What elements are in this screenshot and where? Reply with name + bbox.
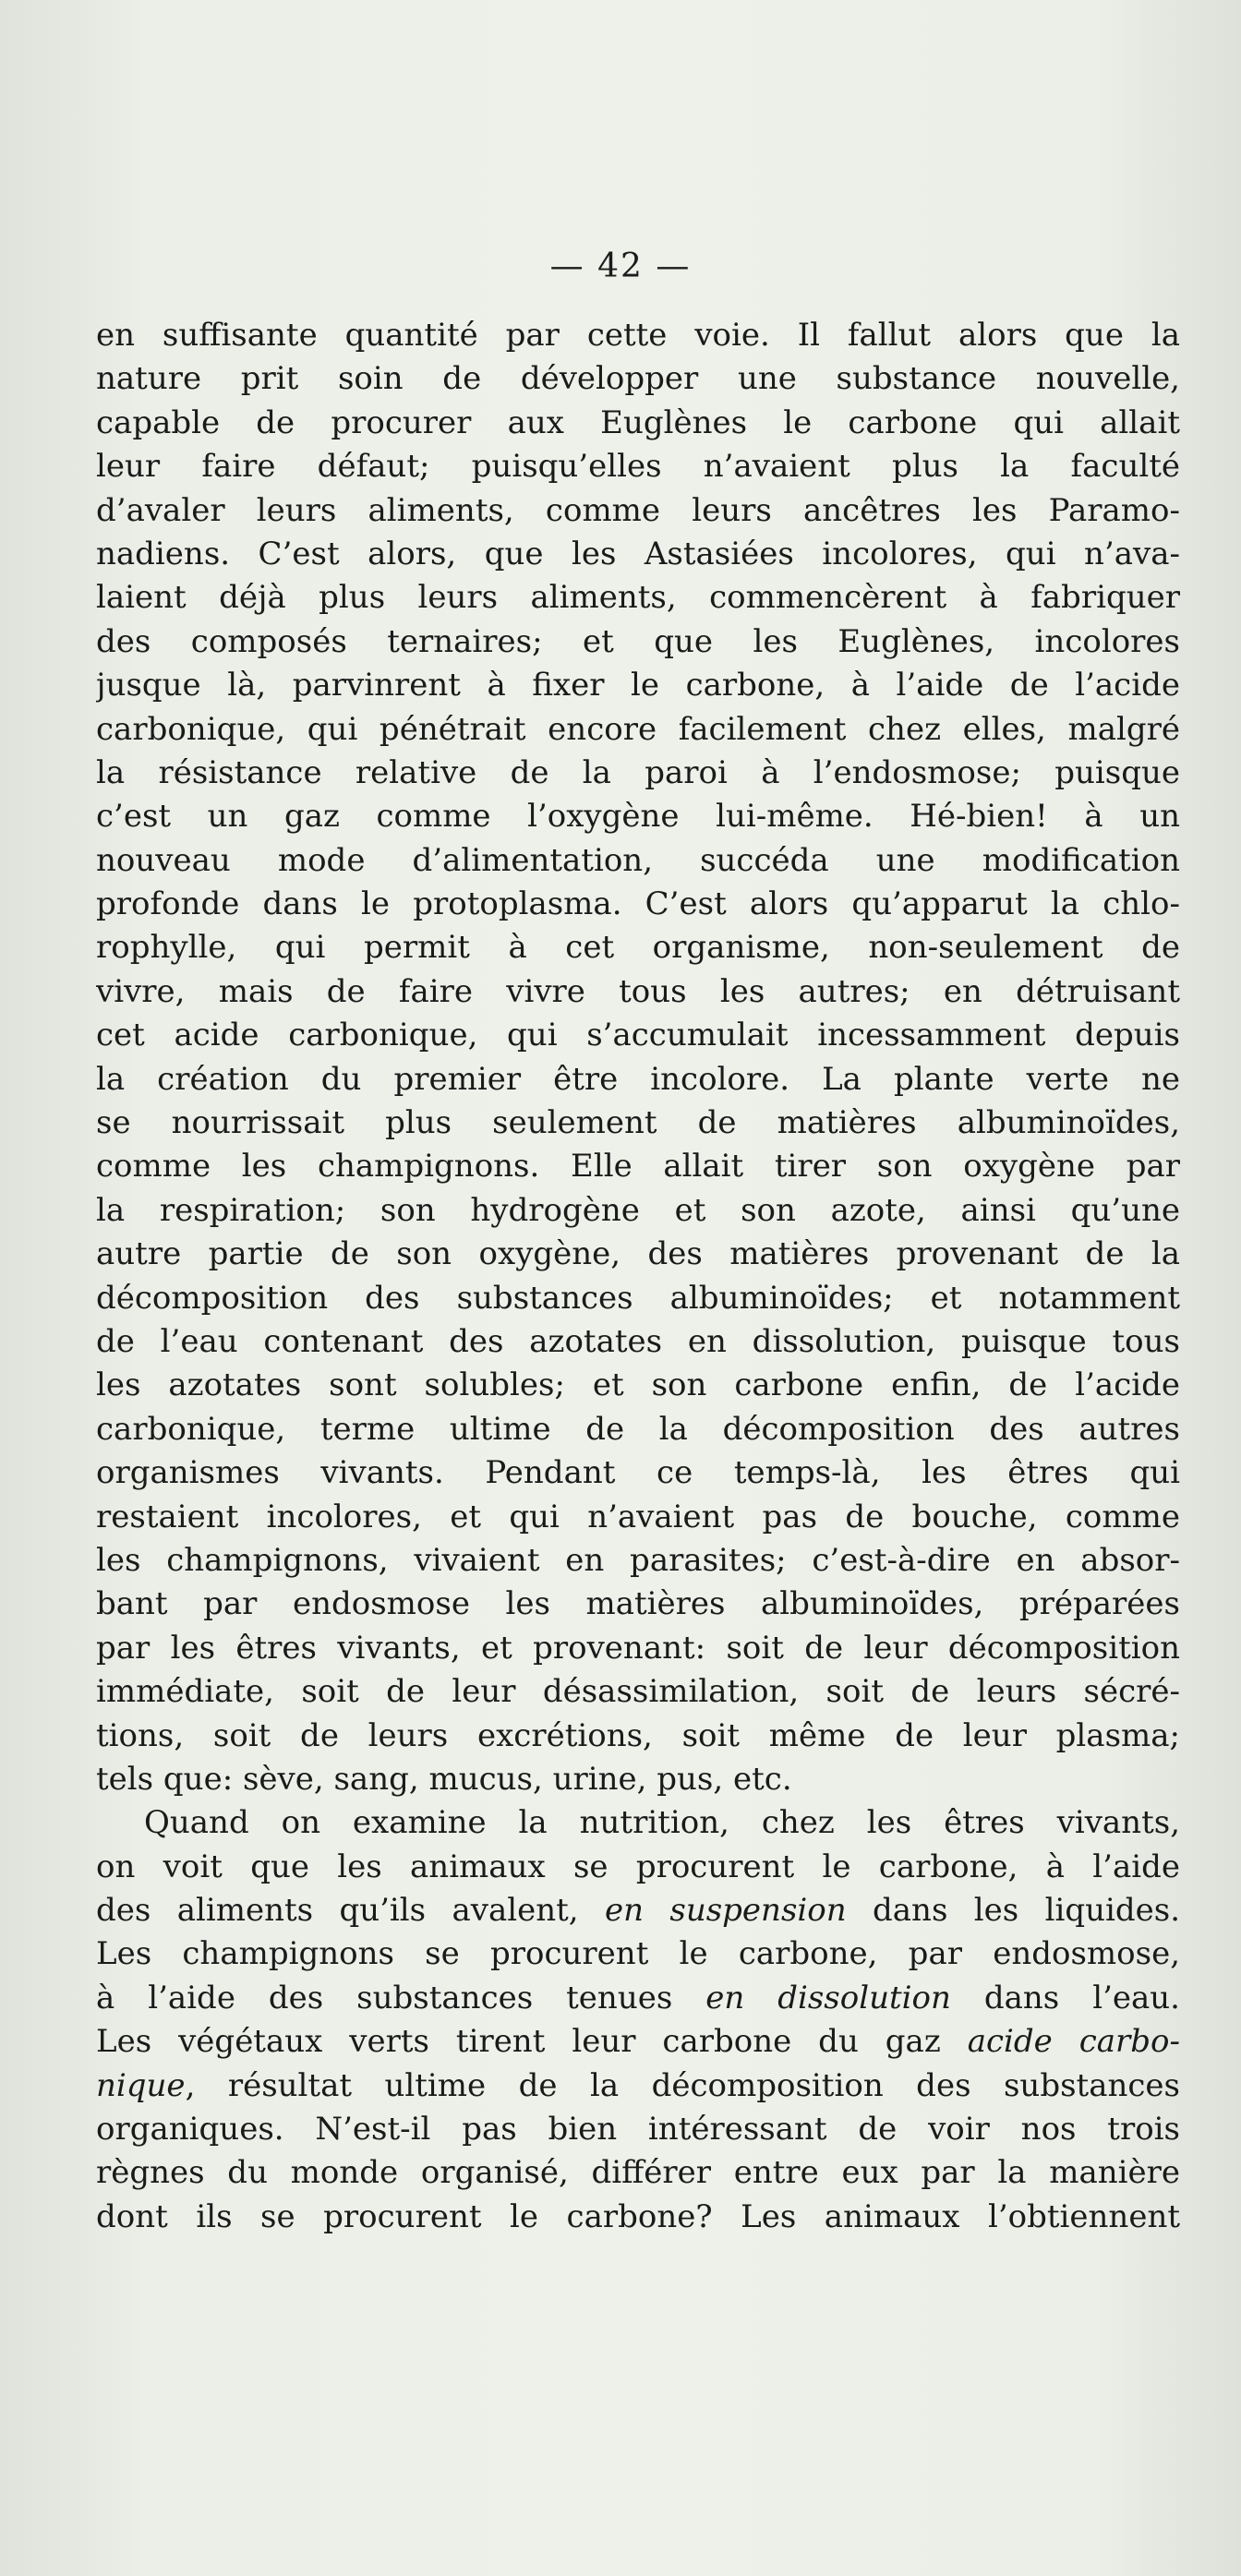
body-text	[96, 314, 1180, 2239]
text-segment: dans l’eau.	[950, 1979, 1180, 2016]
text-line: tels que: sève, sang, mucus, urine, pus, etc.	[96, 1760, 792, 1798]
text-line: de l’eau contenant des azotates en dissolution, puisque tous	[96, 1322, 1180, 1360]
text-segment: Les végétaux verts tirent leur carbone du gaz	[96, 2023, 968, 2061]
text-line	[96, 2108, 1180, 2151]
text-line: la résistance relative de la paroi à l’endosmose; puisque	[96, 753, 1180, 791]
text-line: nadiens. C’est alors, que les Astasiées incolores, qui n’ava-	[96, 535, 1180, 572]
text-line	[96, 1932, 1180, 1976]
text-line: leur faire défaut; puisqu’elles n’avaient plus la faculté	[96, 448, 1180, 486]
italic-text: nique	[96, 2066, 186, 2104]
page-number: — 42 —	[549, 247, 692, 285]
text-line: carbonique, terme ultime de la décomposition des autres	[96, 1410, 1180, 1448]
text-line	[96, 2151, 1180, 2195]
text-line: profonde dans le protoplasma. C’est alors qu’apparut la chlo-	[96, 885, 1180, 923]
text-line: la respiration; son hydrogène et son azote, ainsi qu’une	[96, 1191, 1180, 1229]
text-segment: à l’aide des substances tenues	[96, 1979, 706, 2016]
text-line: restaient incolores, et qui n’avaient pas de bouche, comme	[96, 1498, 1180, 1535]
italic-text: en suspension	[604, 1892, 847, 1930]
text-line: autre partie de son oxygène, des matières provenant de la	[96, 1235, 1180, 1273]
text-line: carbonique, qui pénétrait encore facilement chez elles, malgré	[96, 710, 1180, 748]
text-segment: Quand on examine la nutrition, chez les êtres vivants,	[144, 1804, 1180, 1842]
text-segment: dont ils se procurent le carbone? Les animaux l’obtiennent	[96, 2197, 1180, 2235]
text-line: c’est un gaz comme l’oxygène lui-même. Hé-bien! à un	[96, 798, 1180, 836]
text-line: rophylle, qui permit à cet organisme, non-seulement de	[96, 929, 1180, 967]
text-line: en suffisante quantité par cette voie. Il fallut alors que la	[96, 317, 1180, 354]
text-line: cet acide carbonique, qui s’accumulait incessamment depuis	[96, 1017, 1180, 1054]
text-line: nature prit soin de développer une substance nouvelle,	[96, 360, 1180, 398]
text-segment: organiques. N’est-il pas bien intéressant de voir nos trois	[96, 2111, 1180, 2149]
text-line: nouveau mode d’alimentation, succéda une modification	[96, 841, 1180, 879]
text-line: d’avaler leurs aliments, comme leurs ancêtres les Paramo-	[96, 491, 1180, 529]
text-segment: Les champignons se procurent le carbone, par endosmose,	[96, 1935, 1180, 1973]
text-line	[96, 2020, 1180, 2064]
text-segment: , résultat ultime de la décomposition des substances	[185, 2066, 1180, 2104]
text-segment: on voit que les animaux se procurent le carbone, à l’aide	[96, 1848, 1180, 1885]
text-line: par les êtres vivants, et provenant: soit de leur décomposition	[96, 1629, 1180, 1667]
text-line	[96, 2196, 1180, 2239]
text-line: tions, soit de leurs excrétions, soit même de leur plasma;	[96, 1716, 1180, 1754]
text-line: laient déjà plus leurs aliments, commencèrent à fabriquer	[96, 579, 1180, 617]
text-line: organismes vivants. Pendant ce temps-là, les êtres qui	[96, 1454, 1180, 1492]
text-line: capable de procurer aux Euglènes le carbone qui allait	[96, 403, 1180, 441]
text-line	[96, 1846, 1180, 1889]
text-line: immédiate, soit de leur désassimilation, soit de leurs sécré-	[96, 1673, 1180, 1711]
text-line: vivre, mais de faire vivre tous les autres; en détruisant	[96, 972, 1180, 1010]
text-line: jusque là, parvinrent à fixer le carbone, à l’aide de l’acide	[96, 667, 1180, 704]
text-line	[96, 1889, 1180, 1932]
text-line: se nourrissait plus seulement de matières albuminoïdes,	[96, 1104, 1180, 1142]
text-segment: des aliments qu’ils avalent,	[96, 1892, 605, 1930]
italic-text: acide carbo-	[967, 2023, 1180, 2061]
text-line: bant par endosmose les matières albuminoïdes, préparées	[96, 1585, 1180, 1623]
text-segment: dans les liquides.	[846, 1892, 1180, 1930]
text-line: décomposition des substances albuminoïdes; et notamment	[96, 1279, 1180, 1317]
text-line	[96, 1801, 1180, 1845]
text-line: la création du premier être incolore. La plante verte ne	[96, 1060, 1180, 1098]
text-line: des composés ternaires; et que les Euglènes, incolores	[96, 622, 1180, 660]
text-line: les champignons, vivaient en parasites; c’est-à-dire en absor-	[96, 1541, 1180, 1579]
text-segment: règnes du monde organisé, différer entre eux par la manière	[96, 2154, 1180, 2192]
text-line	[96, 2064, 1180, 2108]
text-line: comme les champignons. Elle allait tirer son oxygène par	[96, 1148, 1180, 1186]
text-line: les azotates sont solubles; et son carbone enfin, de l’acide	[96, 1366, 1180, 1404]
text-line	[96, 1977, 1180, 2020]
italic-text: en dissolution	[705, 1979, 951, 2016]
